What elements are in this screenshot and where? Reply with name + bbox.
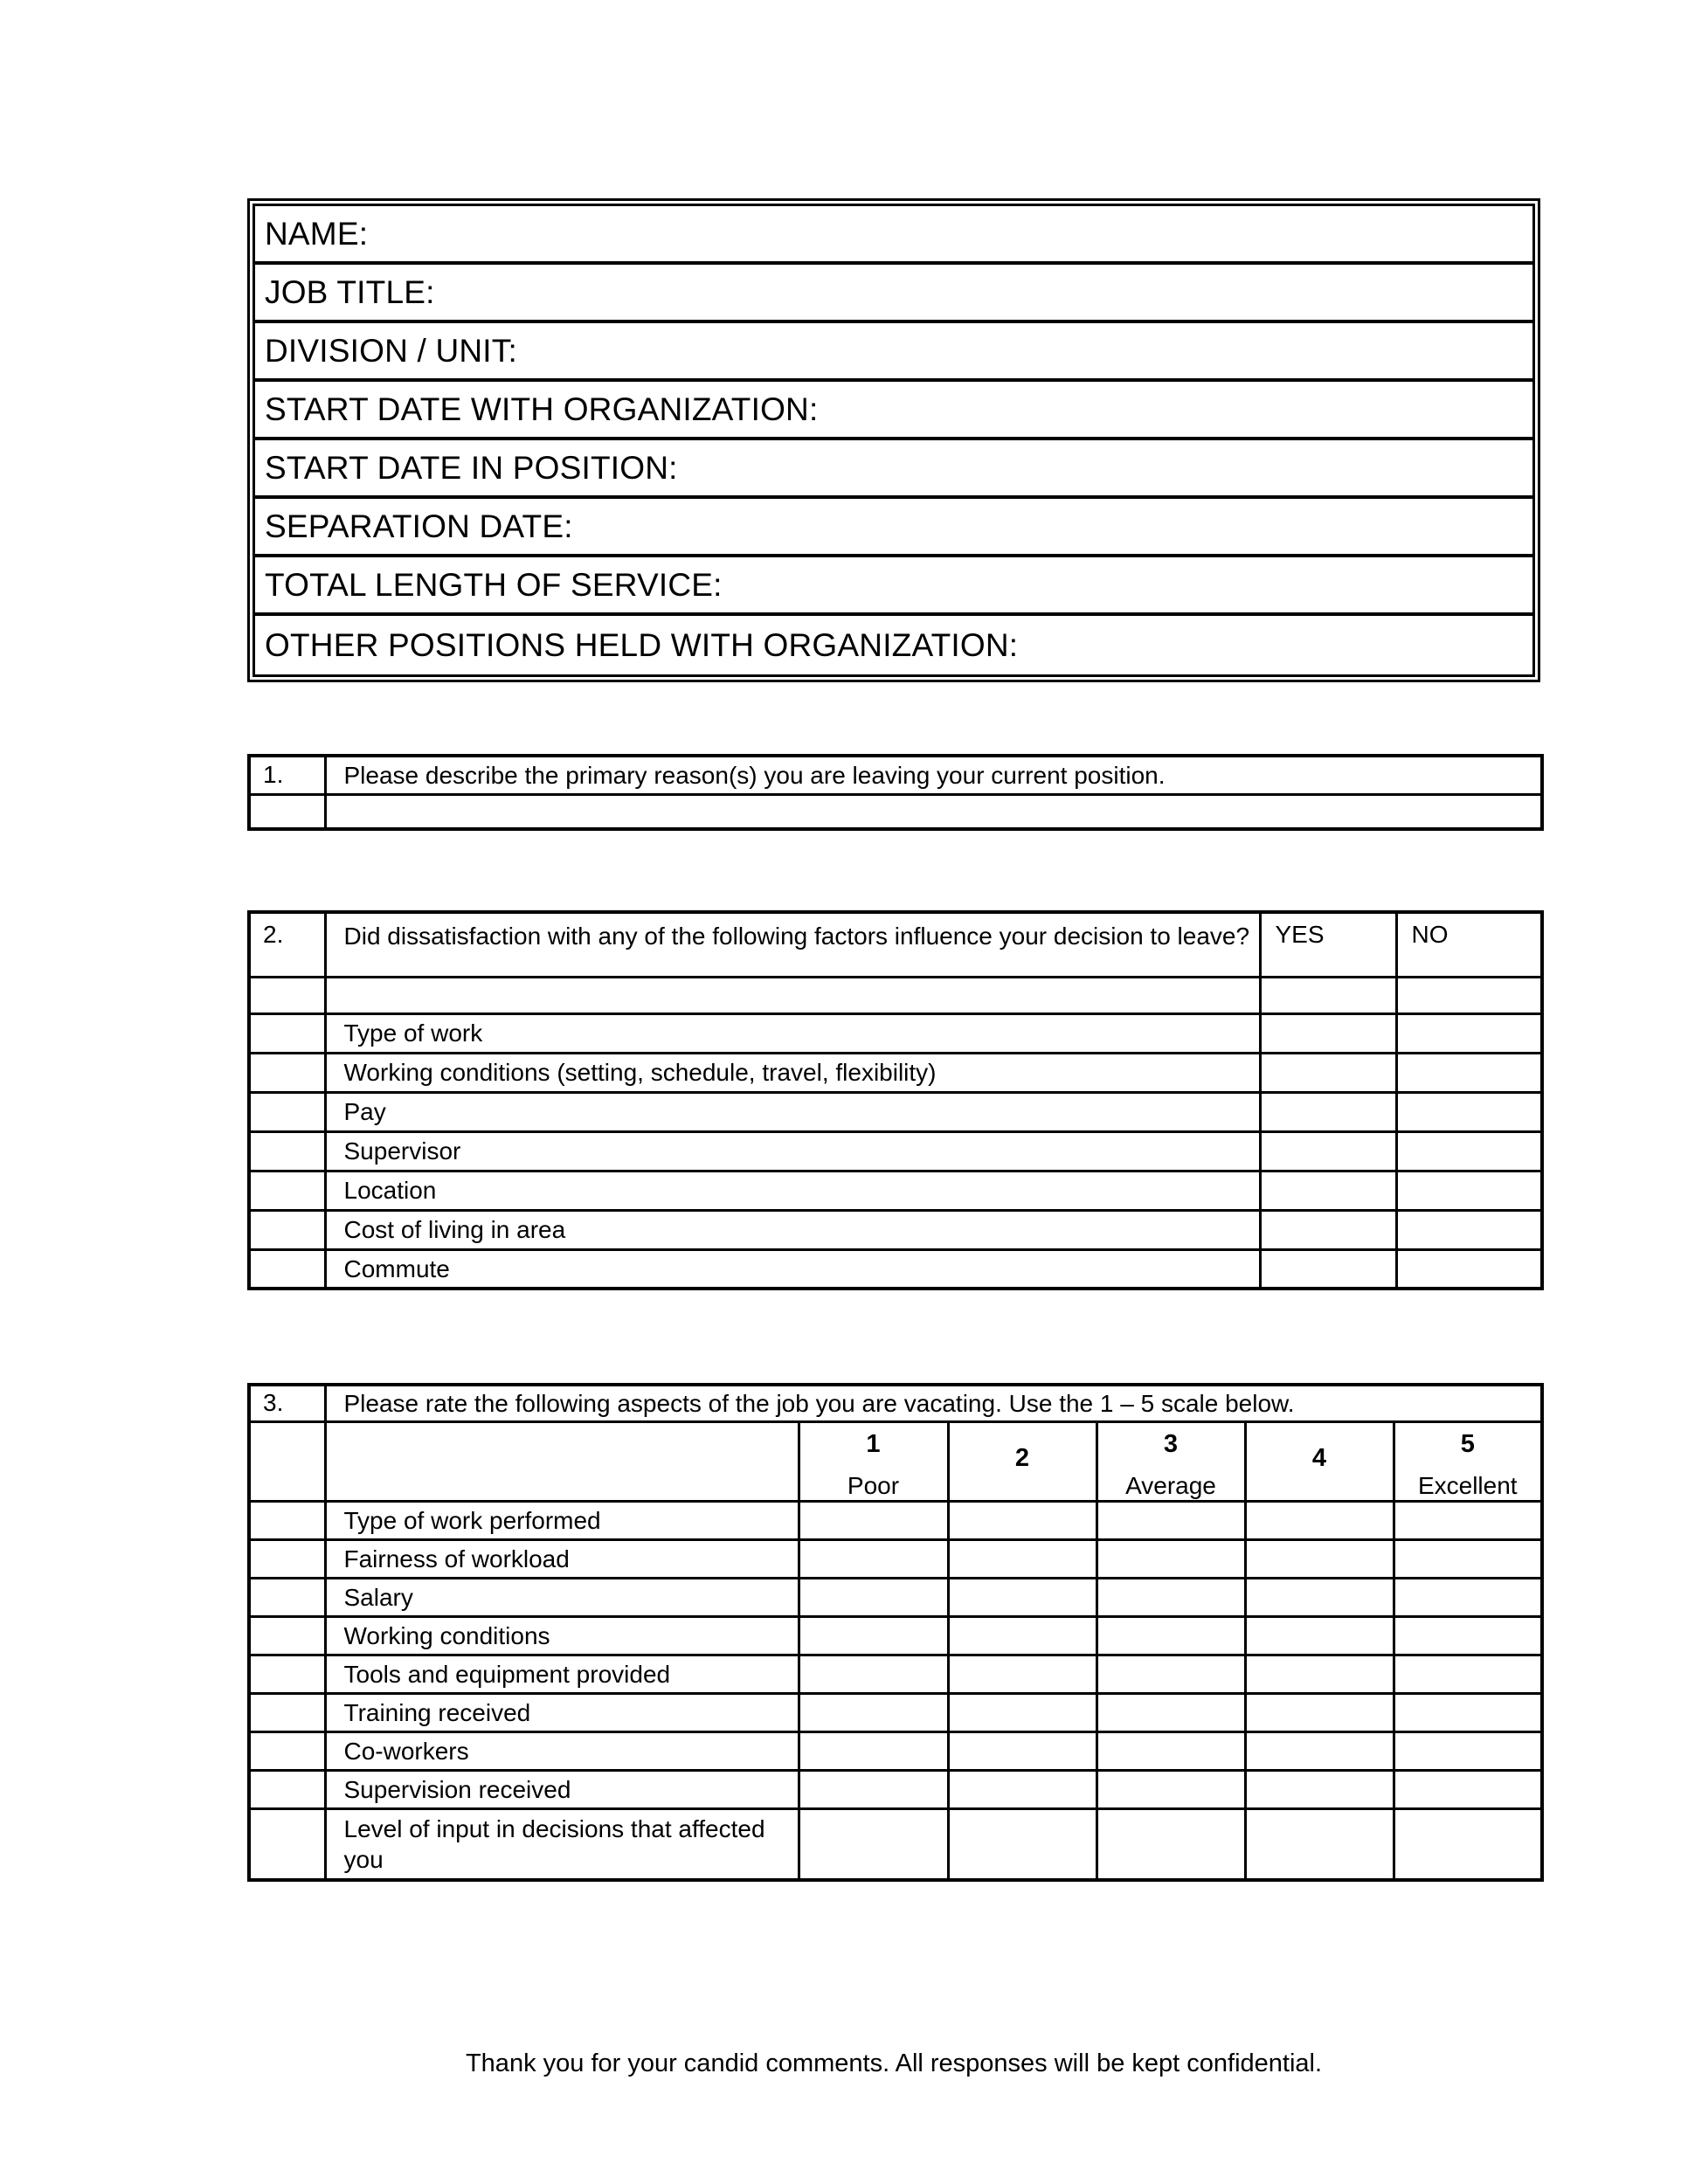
scale-value: 3: [1163, 1429, 1179, 1458]
aspect-row: [249, 1731, 1542, 1770]
blank-cell: [325, 977, 1260, 1013]
scale-header-4: [1245, 1421, 1394, 1501]
field-row-name[interactable]: [255, 206, 1532, 265]
question-1-number-text: 1.: [263, 761, 284, 789]
factor-row: [249, 1013, 1542, 1053]
rating-scale-header-row: [249, 1421, 1542, 1501]
blank-cell: [249, 1249, 325, 1289]
field-label-job-title: JOB TITLE:: [265, 273, 435, 310]
factor-text: Type of work: [343, 1019, 483, 1047]
scale-value: 1: [866, 1429, 881, 1458]
field-label-name: NAME:: [265, 215, 369, 252]
blank-cell: [1260, 977, 1396, 1013]
rating-cell[interactable]: [1394, 1501, 1542, 1539]
rating-cell[interactable]: [1394, 1808, 1542, 1880]
field-row-other-positions[interactable]: [255, 616, 1532, 674]
aspect-label: [325, 1693, 799, 1731]
question-3-number: [249, 1385, 325, 1421]
rating-cell[interactable]: [1394, 1770, 1542, 1808]
question-2-number-text: 2.: [263, 921, 284, 948]
field-row-start-date-position[interactable]: [255, 440, 1532, 499]
blank-cell: [249, 1053, 325, 1092]
question-3-table: [247, 1383, 1544, 1882]
scale-header-1: [799, 1421, 948, 1501]
scale-value: 5: [1460, 1429, 1475, 1458]
blank-cell: [249, 1655, 325, 1693]
rating-cell[interactable]: [948, 1655, 1097, 1693]
blank-cell: [249, 1616, 325, 1655]
rating-cell[interactable]: [948, 1539, 1097, 1578]
rating-cell[interactable]: [1097, 1693, 1245, 1731]
factor-text: Working conditions (setting, schedule, travel, flexibility): [343, 1059, 937, 1086]
rating-cell[interactable]: [948, 1808, 1097, 1880]
blank-cell: [249, 794, 325, 829]
factor-row: [249, 1092, 1542, 1131]
rating-cell[interactable]: [1097, 1731, 1245, 1770]
rating-cell[interactable]: [1394, 1616, 1542, 1655]
rating-cell[interactable]: [1097, 1539, 1245, 1578]
factor-row: [249, 1249, 1542, 1289]
aspect-label: [325, 1501, 799, 1539]
aspect-label: [325, 1578, 799, 1616]
scale-label: Poor: [847, 1471, 900, 1499]
question-1-table: [247, 754, 1544, 831]
rating-cell[interactable]: [1245, 1655, 1394, 1693]
rating-cell[interactable]: [1394, 1655, 1542, 1693]
rating-cell[interactable]: [1097, 1501, 1245, 1539]
field-label-start-date-organization: START DATE WITH ORGANIZATION:: [265, 390, 819, 427]
field-label-separation-date: SEPARATION DATE:: [265, 508, 573, 544]
question-3-text-content: Please rate the following aspects of the job you are vacating. Use the 1 – 5 scale below.: [343, 1389, 1295, 1417]
factor-label: [325, 1210, 1260, 1249]
aspect-text: Fairness of workload: [343, 1545, 570, 1572]
rating-cell[interactable]: [1245, 1578, 1394, 1616]
blank-cell: [249, 1131, 325, 1171]
field-row-separation-date[interactable]: [255, 499, 1532, 557]
yes-cell[interactable]: [1260, 1249, 1396, 1289]
blank-cell: [249, 1539, 325, 1578]
question-1-text: [325, 756, 1542, 794]
rating-cell[interactable]: [799, 1731, 948, 1770]
aspect-row: [249, 1693, 1542, 1731]
blank-cell: [249, 1013, 325, 1053]
aspect-text: Salary: [343, 1583, 413, 1611]
factor-row: [249, 1171, 1542, 1210]
factor-label: [325, 1013, 1260, 1053]
no-cell[interactable]: [1396, 1249, 1542, 1289]
scale-header-2: [948, 1421, 1097, 1501]
rating-cell[interactable]: [1394, 1578, 1542, 1616]
aspect-text: Tools and equipment provided: [343, 1660, 671, 1688]
factor-row: [249, 1053, 1542, 1092]
rating-cell[interactable]: [1245, 1616, 1394, 1655]
rating-cell[interactable]: [1245, 1693, 1394, 1731]
factor-label: [325, 1092, 1260, 1131]
rating-cell[interactable]: [799, 1501, 948, 1539]
scale-value: 4: [1311, 1443, 1327, 1472]
aspect-label: [325, 1808, 799, 1880]
rating-cell[interactable]: [948, 1731, 1097, 1770]
blank-cell: [249, 1693, 325, 1731]
factor-text: Cost of living in area: [343, 1216, 566, 1243]
footer-note: Thank you for your candid comments. All responses will be kept confidential.: [465, 2049, 1323, 2077]
yes-label: YES: [1275, 921, 1325, 948]
field-row-start-date-organization[interactable]: [255, 382, 1532, 440]
rating-cell[interactable]: [1394, 1539, 1542, 1578]
aspect-row: [249, 1808, 1542, 1880]
scale-value: 2: [1014, 1443, 1030, 1472]
scale-header-5: [1394, 1421, 1542, 1501]
yes-cell[interactable]: [1260, 1092, 1396, 1131]
factor-text: Supervisor: [343, 1137, 461, 1165]
aspect-row: [249, 1539, 1542, 1578]
factor-label: [325, 1171, 1260, 1210]
aspect-text: Level of input in decisions that affected you: [343, 1814, 765, 1873]
blank-cell: [249, 1501, 325, 1539]
rating-cell[interactable]: [1245, 1731, 1394, 1770]
field-row-total-length-of-service[interactable]: [255, 557, 1532, 616]
blank-cell: [249, 1808, 325, 1880]
factor-text: Pay: [343, 1098, 386, 1125]
aspect-text: Training received: [343, 1698, 531, 1726]
rating-cell[interactable]: [948, 1578, 1097, 1616]
rating-cell[interactable]: [1097, 1578, 1245, 1616]
rating-cell[interactable]: [1245, 1808, 1394, 1880]
field-label-start-date-position: START DATE IN POSITION:: [265, 449, 678, 486]
rating-cell[interactable]: [799, 1693, 948, 1731]
field-label-other-positions: OTHER POSITIONS HELD WITH ORGANIZATION:: [265, 626, 1019, 663]
question-3-text: [325, 1385, 1542, 1421]
blank-cell: [249, 1421, 325, 1501]
scale-label: Average: [1125, 1471, 1216, 1499]
question-3-number-text: 3.: [263, 1389, 284, 1417]
factor-row: [249, 1210, 1542, 1249]
field-label-total-length-of-service: TOTAL LENGTH OF SERVICE:: [265, 566, 723, 603]
blank-cell: [249, 1770, 325, 1808]
aspect-row: [249, 1770, 1542, 1808]
q1-answer-cell[interactable]: [325, 794, 1542, 829]
no-cell[interactable]: [1396, 1092, 1542, 1131]
question-2-text: [325, 912, 1260, 977]
aspect-label: [325, 1539, 799, 1578]
rating-cell[interactable]: [948, 1616, 1097, 1655]
yes-cell[interactable]: [1260, 1210, 1396, 1249]
field-label-division-unit: DIVISION / UNIT:: [265, 332, 517, 369]
aspect-label: [325, 1616, 799, 1655]
aspect-label: [325, 1731, 799, 1770]
rating-cell[interactable]: [799, 1578, 948, 1616]
no-cell[interactable]: [1396, 1053, 1542, 1092]
rating-cell[interactable]: [1097, 1616, 1245, 1655]
no-label: NO: [1411, 921, 1449, 948]
rating-cell[interactable]: [948, 1770, 1097, 1808]
aspect-text: Supervision received: [343, 1775, 571, 1803]
blank-cell: [249, 1092, 325, 1131]
scale-header-3: [1097, 1421, 1245, 1501]
aspect-label: [325, 1770, 799, 1808]
aspect-text: Co-workers: [343, 1737, 469, 1765]
yes-column-header: [1260, 912, 1396, 977]
rating-cell[interactable]: [948, 1693, 1097, 1731]
rating-cell[interactable]: [1245, 1770, 1394, 1808]
factor-text: Location: [343, 1177, 437, 1204]
rating-cell[interactable]: [1394, 1693, 1542, 1731]
question-2-text-content: Did dissatisfaction with any of the following factors influence your decision to leave?: [343, 923, 1250, 950]
rating-cell[interactable]: [799, 1770, 948, 1808]
no-cell[interactable]: [1396, 1210, 1542, 1249]
rating-cell[interactable]: [1394, 1731, 1542, 1770]
rating-cell[interactable]: [1097, 1808, 1245, 1880]
rating-cell[interactable]: [799, 1616, 948, 1655]
blank-cell: [249, 977, 325, 1013]
question-2-number: [249, 912, 325, 977]
rating-cell[interactable]: [1245, 1539, 1394, 1578]
factor-text: Commute: [343, 1254, 450, 1282]
rating-cell[interactable]: [1097, 1655, 1245, 1693]
aspect-row: [249, 1578, 1542, 1616]
employee-info-table: [247, 198, 1540, 682]
no-cell[interactable]: [1396, 1171, 1542, 1210]
factor-row: [249, 1131, 1542, 1171]
field-row-job-title[interactable]: [255, 265, 1532, 323]
rating-cell[interactable]: [948, 1501, 1097, 1539]
factor-label: [325, 1131, 1260, 1171]
aspect-label: [325, 1655, 799, 1693]
rating-cell[interactable]: [1097, 1770, 1245, 1808]
blank-cell: [249, 1578, 325, 1616]
yes-cell[interactable]: [1260, 1131, 1396, 1171]
rating-cell[interactable]: [799, 1655, 948, 1693]
blank-cell: [249, 1210, 325, 1249]
no-cell[interactable]: [1396, 1131, 1542, 1171]
question-2-table: [247, 910, 1544, 1290]
blank-cell: [249, 1731, 325, 1770]
question-1-number: [249, 756, 325, 794]
aspect-text: Type of work performed: [343, 1506, 601, 1534]
rating-cell[interactable]: [1245, 1501, 1394, 1539]
no-column-header: [1396, 912, 1542, 977]
yes-cell[interactable]: [1260, 1171, 1396, 1210]
field-row-division-unit[interactable]: [255, 323, 1532, 382]
aspect-row: [249, 1655, 1542, 1693]
factor-label: [325, 1249, 1260, 1289]
factor-label: [325, 1053, 1260, 1092]
no-cell[interactable]: [1396, 1013, 1542, 1053]
scale-label: Excellent: [1417, 1471, 1518, 1499]
aspect-row: [249, 1616, 1542, 1655]
rating-cell[interactable]: [799, 1808, 948, 1880]
yes-cell[interactable]: [1260, 1053, 1396, 1092]
rating-cell[interactable]: [799, 1539, 948, 1578]
blank-cell: [1396, 977, 1542, 1013]
aspect-row: [249, 1501, 1542, 1539]
blank-cell: [249, 1171, 325, 1210]
question-1-text-content: Please describe the primary reason(s) you are leaving your current position.: [343, 761, 1166, 789]
blank-cell: [325, 1421, 799, 1501]
yes-cell[interactable]: [1260, 1013, 1396, 1053]
aspect-text: Working conditions: [343, 1621, 550, 1649]
